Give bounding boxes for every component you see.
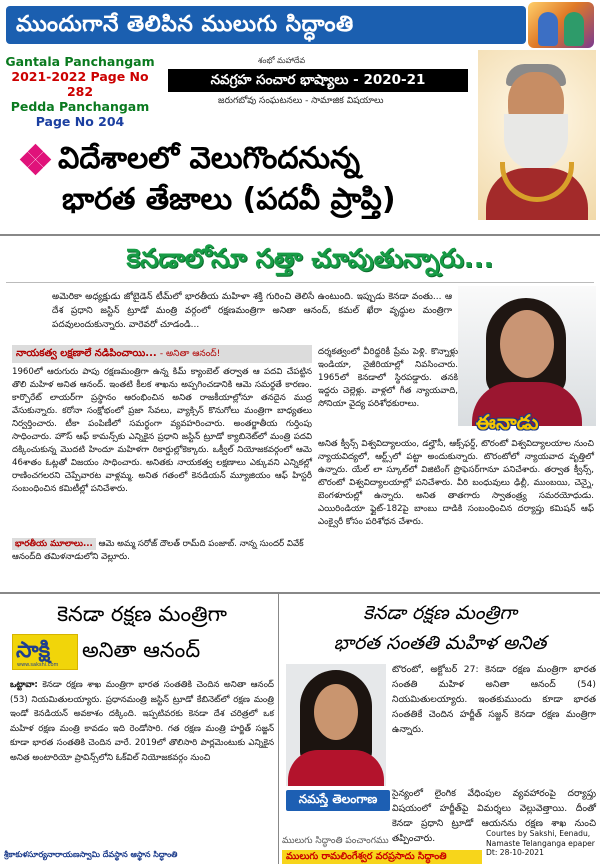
- book-banner: నవగ్రహ సంచార భాష్యాలు - 2020-21: [168, 69, 468, 92]
- ref-line: 2021-2022 Page No 282: [11, 69, 149, 99]
- eenadu-column-2: దర్శకత్వంలో వీరిద్దరికీ ప్రేమ పెళ్లి. కొన్నాళ్లు ఇండియా, నైజీరియాల్లో నివసించారు. 1965లో కెనడాలో స్థిరపడ్డారు. తనకి ఇద్దరు చెల్లెళ్లు. వాళ్లలో గీత న్యాయవాది, సోనియా వైద్య పరిశోధకురాలు.: [318, 347, 458, 409]
- dateline: ఒట్టావా:: [10, 680, 38, 690]
- eenadu-column-1: 1960లో ఆరుగురు పాపు రక్షణమంత్రిగా ఉన్న కిమ్ క్యాంబెల్ తర్వాత ఆ పదవి చేపట్టిన తొలి మహిళ అనిత ఆనంద్. ఇంతటి కీలక శాఖను అప్పగించడానికి ఆమె సమర్థతే కారణం. కార్పొరేట్ లాయర్‌గా ప్రస్థానం ఆరంభించిన అనిత రాజకీయాల్లోనూ తనదైన ముద్ర వేసుకున్నారు. కరోనా సంక్షోభంలో ప్రజా సేవలు, వ్యాక్సిన్ కొనుగోలు మంత్రిగా బాధ్యతలు నిర్వర్తించారు. టీకా పంపిణీలో సమర్థంగా వ్యవహరించారు. అంతర్జాతీయ గుర్తింపు సాధించారు. హౌస్ ఆఫ్ కామన్స్‌కు ఎన్నికైన ప్రధాని జస్టిన్ ట్రూడో క్యాబినెట్‌లో మంత్రి పదవి దక్కించుకున్న మొదటి హిందూ మహిళగా రికార్డుల్లోకెక్కారు. ఒక్వీల్ నియోజకవర్గంలో ఆమె 46శాతం ఓట్లతో విజయం సాధించారు. అనితకు నాయకత్వ లక్షణాలు ఎక్కువని ఎన్నికల్లో రాణించగలరని చెప్పేవారట వాళ్లమ్మ. అనిత గతంలో కెనడియన్ మ్యూజియం ఆఫ్ హిస్టరీ సంబంధించిన కమిటీల్లో పనిచేశారు.: [12, 367, 312, 494]
- roots-text: ఆమె అమ్మ సరోజ్ దౌలత్ రామ్‌ది పంజాబ్. నాన్న సుందర్ వివేక్ ఆనంద్‌ది తమిళనాడులోని వెల్లూరు.: [12, 539, 304, 562]
- sakshi-logo-site: www.sakshi.com: [17, 662, 59, 668]
- credit-line: Courtes by Sakshi, Eenadu,: [486, 829, 591, 838]
- footer-faded-line: ములుగు సిద్ధాంతి పంచాంగము: [282, 836, 389, 846]
- sakshi-headline-name: అనితా ఆనంద్: [82, 638, 201, 662]
- header: [0, 0, 600, 50]
- sakshi-article-body: [10, 678, 274, 765]
- namaste-telangana-logo: నమస్తే తెలంగాణ: [286, 790, 390, 811]
- footer-temple-credit: శ్రీకాకుళసూర్యనారాయణస్వామి దేవస్థాన ఆస్థాన సిద్ధాంతి: [4, 850, 178, 859]
- anita-anand-photo: [286, 664, 386, 786]
- footer-siddhanti-name: ములుగు రామలింగేశ్వర వరప్రసాదు సిద్ధాంతి: [282, 850, 482, 864]
- book-subtitle: జరుగబోవు సంఘటనలు - సామాజిక విషయాలు: [218, 96, 384, 106]
- ref-line: Page No 204: [35, 114, 125, 129]
- credit-line: Dt: 28-10-2021: [486, 848, 544, 857]
- sakshi-logo: [12, 634, 78, 670]
- sakshi-body-text: కెనడా రక్షణ శాఖ మంత్రిగా భారత సంతతికి చెందిన అనితా ఆనంద్ (53) నియమితులయ్యారు. ప్రధానమంత్రి జస్టిన్ ట్రూడో కేబినెట్‌లో రక్షణ మంత్రి ఇండో కెనడియన్ అవకాశం దక్కింది. ఇప్పటివరకు కెనడా దేశ చరిత్రలో ఒక మహిళ రక్షణ మంత్రి కావడం ఇది రెండోసారి. గత రక్షణ మంత్రి హర్జిత్ సజ్జన్ కూడా భారత సంతతికి చెందిన వారే. 2019లో తొలిసారి పార్లమెంటుకు ఎన్నికైన అనిత అంటారియో ప్రావిన్స్‌లోని ఓక్‌విల్ నియోజకవర్గం నుంచి: [10, 680, 274, 763]
- sakshi-headline: కెనడా రక్షణ మంత్రిగా: [57, 602, 227, 626]
- eenadu-logo: ఈనాడు: [476, 410, 539, 434]
- credit-line: Namaste Telanganga epaper: [486, 838, 595, 848]
- divider: [0, 234, 600, 236]
- headline-line-1: విదేశాలలో వెలుగొందనున్న: [58, 141, 360, 176]
- deity-figure-icon: [564, 12, 584, 46]
- headline-line-2: భారత తేజాలు (పదవీ ప్రాప్తి): [62, 182, 396, 217]
- ref-line: Gantala Panchangam: [5, 54, 155, 69]
- subheading-text: నాయకత్వ లక్షణాలే నడిపించాయి...: [16, 348, 157, 359]
- divider: [0, 592, 600, 594]
- namaste-article-body-1: టొరంటో, అక్టోబర్ 27: కెనడా రక్షణ మంత్రిగా భారత సంతతి మహిళ అనితా ఆనంద్ (54) నియమితులయ్యారు. ఇంతకుముందు కూడా భారత సంతతికే చెందిన హర్జీత్ సజ్జన్ కెనడా రక్షణ మంత్రిగా ఉన్నారు.: [392, 664, 596, 735]
- namaste-headline-2: భారత సంతతి మహిళ అనిత: [333, 632, 547, 654]
- panchangam-references: [4, 54, 156, 129]
- page-title: ముందుగానే తెలిపిన ములుగు సిద్ధాంతి: [6, 6, 526, 44]
- main-headline: [22, 140, 474, 220]
- eenadu-roots-paragraph: [12, 538, 312, 564]
- deity-image: [528, 2, 594, 48]
- namaste-headline-1: కెనడా రక్షణ మంత్రిగా: [363, 602, 517, 624]
- sakshi-logo-text: సాక్షి: [16, 638, 51, 663]
- eenadu-intro: అమెరికా అధ్యక్షుడు జోబైడెన్ టీమ్‌లో భారతీయ మహిళా శక్తి గురించి తెలిసే ఉంటుంది. ఇప్పుడు కెనడా వంతు... ఆ దేశ ప్రధాని జస్టిన్ ట్రూడో మంత్రి వర్గంలో రక్షణమంత్రిగా అనితా ఆనంద్, కమల్ ఖేరా వృద్ధుల మంత్రిగా పదవులందుకున్నారు. వారెవరో చూడండి...: [52, 292, 452, 330]
- anita-anand-photo: [458, 286, 596, 426]
- deity-figure-icon: [538, 12, 558, 46]
- roots-label: భారతీయ మూలాలు...: [12, 538, 96, 550]
- eenadu-headline: కెనడాలోనూ సత్తా చూపుతున్నారు...: [126, 244, 494, 274]
- source-credits: [486, 829, 598, 858]
- subheading-byline: - అనితా ఆనంద్!: [159, 349, 221, 359]
- eenadu-subheading: [12, 345, 312, 363]
- namaste-article-body-2: సైన్యంలో లైంగిక వేధింపుల వ్యవహారంపై దర్యాప్తు విషయంలో హర్జీత్‌పై విమర్శలు వెల్లువెత్తాయి. దీంతో కెనడా ప్రధాని ట్రూడో ఆయనను రక్షణ శాఖ నుంచి తప్పించారు.: [392, 788, 596, 844]
- siddhanti-portrait: [478, 50, 596, 220]
- invocation-label: శంభో మహాదేవ: [258, 56, 306, 65]
- divider: [6, 282, 594, 283]
- ref-line: Pedda Panchangam: [10, 99, 150, 114]
- column-divider: [278, 594, 279, 864]
- diamond-bullet-icon: [22, 146, 48, 172]
- eenadu-column-3: అనిత క్వీన్స్ విశ్వవిద్యాలయం, డల్హౌసీ, ఆక్స్‌ఫర్డ్, టొరంటో విశ్వవిద్యాలయాల నుంచి న్యాయవిద్యలో, ఆర్ట్స్‌లో పట్టా అందుకున్నారు. టొరంటోలో న్యాయవాద వృత్తిలో ఉన్నారు. యేల్ లా స్కూల్‌లో విజిటింగ్ ప్రొఫెసర్‌గానూ పనిచేశారు. తర్వాత క్వీన్స్, టొరంటో విశ్వవిద్యాలయాల్లో పనిచేశారు. వీరి బంధువులు ఢిల్లీ, ముంబయి, చెన్నై, బెంగళూరుల్లో ఉన్నారు. అనిత తాతగారు స్వాతంత్ర్య సమరయోధుడు. ఎయిరిండియా ఫ్లైట్-182పై బాంబు దాడికి సంబంధించిన దర్యాప్తు కమిషన్ ఆఫ్ ఎంక్వైరీ కోసం పరిశోధన చేశారు.: [318, 439, 594, 527]
